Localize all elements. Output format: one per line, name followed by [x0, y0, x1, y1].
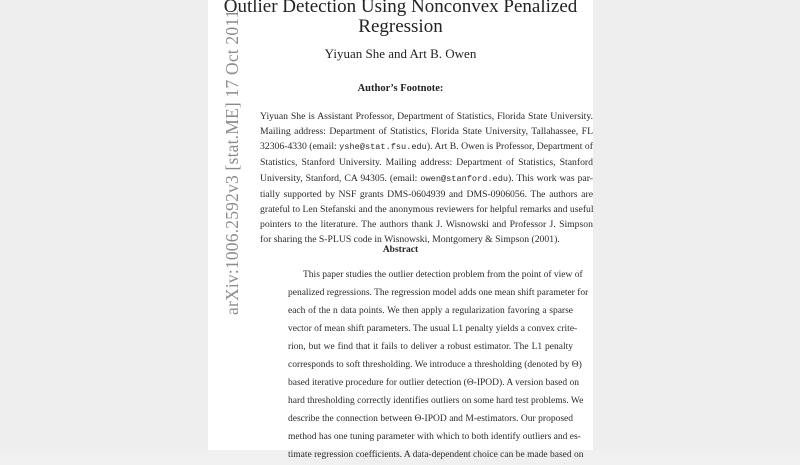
footnote-line: grateful to Len Stefanski and the anonymous reviewers for helpful remarks and useful [260, 203, 594, 215]
footnote-line: University, Stanford, CA 94305. (email: owen@stanford.edu). This work was par- [260, 172, 593, 184]
abstract-line: hard thresholding correctly identifies outliers on some hard test problems. We [288, 396, 584, 407]
footnote-line: Yiyuan She is Assistant Professor, Department of Statistics, Florida State University. [260, 111, 593, 122]
abstract-line: penalized regressions. The regression model adds one mean shift parameter for [288, 288, 589, 299]
abstract-line: rion, but we find that it fails to deliver a robust estimator. The L1 penalty [288, 342, 573, 353]
abstract-heading: Abstract [382, 245, 419, 255]
abstract-body [288, 266, 589, 465]
footnote-body [260, 109, 593, 247]
paper-authors: Yiyuan She and Art B. Owen [324, 46, 477, 61]
abstract-line: describe the connection between Θ-IPOD and M-estimators. Our proposed [288, 414, 573, 425]
abstract-line: based iterative procedure for outlier detection (Θ-IPOD). A version based on [288, 378, 579, 389]
email-owen: owen@stanford.edu [420, 173, 509, 184]
abstract-line: corresponds to soft thresholding. We introduce a thresholding (denoted by Θ) [288, 360, 582, 371]
abstract-line: This paper studies the outlier detection problem from the point of view of [303, 270, 583, 280]
footnote-line: Statistics, Stanford University. Mailing address: Department of Statistics, Stanford [260, 157, 593, 169]
paper-title-line-2: Regression [358, 16, 443, 37]
footnote-line: for sharing the S-PLUS code in Wisnowski, Montgomery & Simpson (2001). [260, 234, 560, 246]
abstract-line: each of the n data points. We then apply a regularization favoring a sparse [288, 306, 573, 317]
abstract-line: vector of mean shift parameters. The usual L1 penalty yields a convex crite- [288, 324, 578, 335]
footnote-line: pointers to the literature. The authors thank J. Wisnowski and Professor J. Simpson [260, 219, 593, 231]
viewer-background-left [0, 0, 208, 450]
footnote-line: 32306-4330 (email: yshe@stat.fsu.edu). Art B. Owen is Professor, Department of [260, 141, 593, 153]
viewer-background-right [593, 0, 800, 450]
abstract-line: timate regression coefficients. A data-dependent choice can be made based on [288, 450, 584, 461]
arxiv-identifier-stamp: arXiv:1006.2592v3 [stat.ME] 17 Oct 2011 [222, 9, 242, 315]
abstract-line: method has one tuning parameter with which to both identify outliers and es- [288, 432, 581, 443]
footnote-line: tially supported by NSF grants DMS-0604939 and DMS-0906056. The authors are [260, 188, 593, 200]
paper-page [208, 0, 594, 461]
footnote-heading: Author’s Footnote: [357, 83, 444, 94]
email-she: yshe@stat.fsu.edu [339, 142, 427, 153]
paper-title-line-1: Outlier Detection Using Nonconvex Penalized [223, 0, 578, 17]
footnote-line: Mailing address: Department of Statistics, Florida State University, Tallahassee, FL [260, 126, 593, 138]
